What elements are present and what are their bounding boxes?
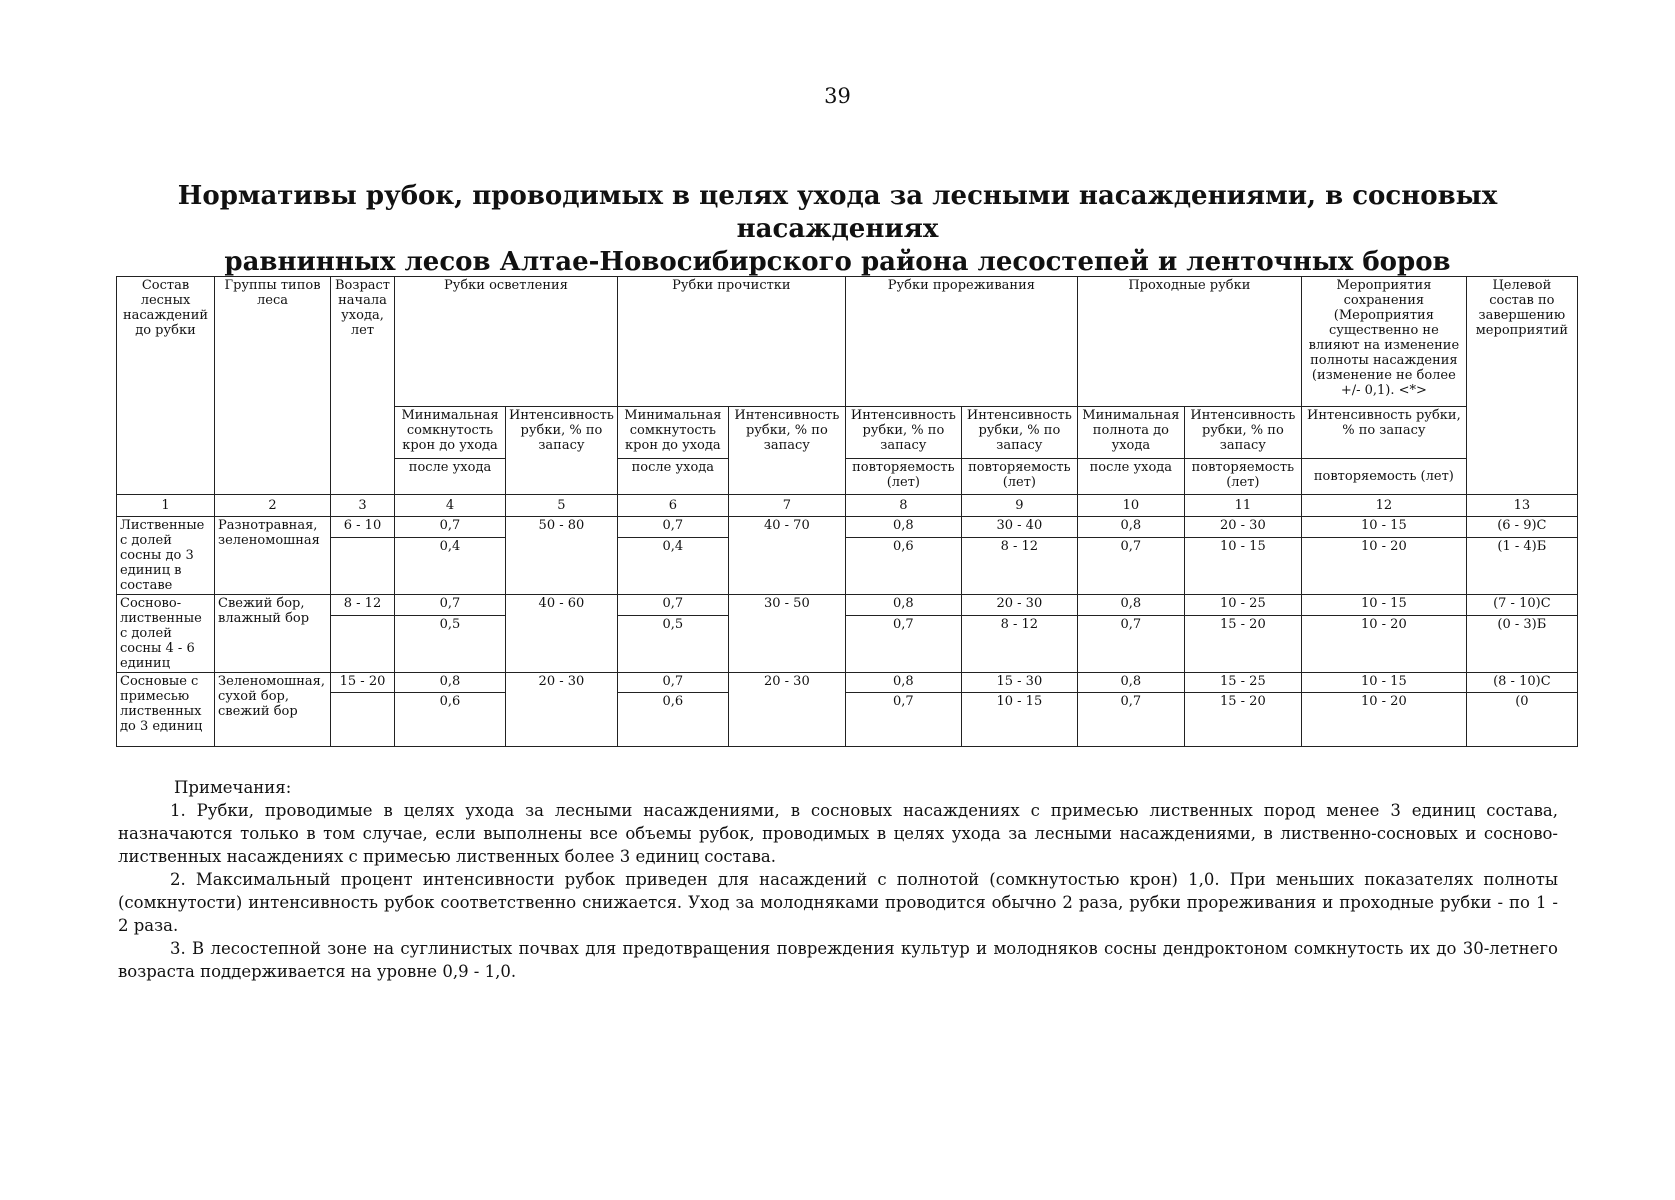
column-number: 5 — [506, 495, 618, 517]
header-min-crown-prochist: Минимальная сомкнутость крон до ухода — [617, 407, 728, 459]
page-title — [150, 180, 1525, 279]
value-cell: 0,5 — [395, 616, 506, 673]
header-composition: Состав лесных насаждений до рубки — [117, 277, 215, 495]
column-number: 9 — [961, 495, 1077, 517]
header-after-care-prochist: после ухода — [617, 459, 728, 495]
value-cell: 10 - 25 — [1184, 595, 1301, 616]
header-min-crown-osvetl: Минимальная сомкнутость крон до ухода — [395, 407, 506, 459]
composition-cell: Сосново-лиственные с долей сосны 4 - 6 единиц — [117, 595, 215, 673]
header-intensity-merop: Интенсивность рубки, % по запасу — [1301, 407, 1466, 459]
value-cell: 20 - 30 — [1184, 517, 1301, 538]
header-after-care-osvetl: после ухода — [395, 459, 506, 495]
value-cell: 10 - 15 — [1184, 537, 1301, 594]
value-cell: 10 - 15 — [1301, 595, 1466, 616]
note-item: 2. Максимальный процент интенсивности рубок приведен для насаждений с полнотой (сомкнутостью крон) 1,0. При меньших показателях полноты (сомкнутости) интенсивность рубок соответственно снижается. Уход за молодняками проводится обычно 2 раза, рубки прореживания и проходные рубки - по 1 - 2 раза. — [118, 870, 1558, 935]
column-number: 1 — [117, 495, 215, 517]
value-cell: 0,7 — [1077, 537, 1184, 594]
header-meropriyatiya: Мероприятия сохранения (Мероприятия существенно не влияют на изменение полноты насаждения (изменение не более +/- 0,1). <*> — [1301, 277, 1466, 407]
value-cell: 0,6 — [395, 693, 506, 747]
target-cell: (8 - 10)С — [1466, 673, 1577, 693]
target-cell: (0 - 3)Б — [1466, 616, 1577, 673]
header-intensity-prorezh-b: Интенсивность рубки, % по запасу — [961, 407, 1077, 459]
value-cell: 0,4 — [395, 537, 506, 594]
table-row — [117, 616, 1578, 673]
header-prochistki: Рубки прочистки — [617, 277, 845, 407]
age-cell-empty — [331, 616, 395, 673]
value-cell: 15 - 20 — [1184, 616, 1301, 673]
value-cell: 0,6 — [617, 693, 728, 747]
column-number: 3 — [331, 495, 395, 517]
column-number: 8 — [845, 495, 961, 517]
value-cell: 0,7 — [1077, 693, 1184, 747]
header-forest-type: Группы типов леса — [215, 277, 331, 495]
composition-cell: Лиственные с долей сосны до 3 единиц в составе — [117, 517, 215, 595]
header-prorezhivaniya: Рубки прореживания — [845, 277, 1077, 407]
column-number: 4 — [395, 495, 506, 517]
value-cell: 0,8 — [845, 517, 961, 538]
target-cell: (1 - 4)Б — [1466, 537, 1577, 594]
forest-type-cell: Зеленомошная, сухой бор, свежий бор — [215, 673, 331, 747]
header-after-care-prohod: после ухода — [1077, 459, 1184, 495]
header-intensity-prohod: Интенсивность рубки, % по запасу — [1184, 407, 1301, 459]
column-number: 2 — [215, 495, 331, 517]
age-cell: 8 - 12 — [331, 595, 395, 616]
age-cell: 6 - 10 — [331, 517, 395, 538]
notes-heading: Примечания: — [174, 778, 292, 797]
note-item: 3. В лесостепной зоне на суглинистых почвах для предотвращения повреждения культур и молодняков сосны дендроктоном сомкнутость их до 30-летнего возраста поддерживается на уровне 0,9 - 1,0. — [118, 939, 1558, 981]
column-number: 12 — [1301, 495, 1466, 517]
value-cell: 0,7 — [845, 616, 961, 673]
forest-type-cell: Свежий бор, влажный бор — [215, 595, 331, 673]
header-prohodnye: Проходные рубки — [1077, 277, 1301, 407]
value-cell: 0,7 — [395, 595, 506, 616]
value-cell: 0,8 — [1077, 595, 1184, 616]
value-cell: 30 - 50 — [728, 595, 845, 673]
value-cell: 0,8 — [1077, 517, 1184, 538]
age-cell: 15 - 20 — [331, 673, 395, 693]
value-cell: 0,7 — [395, 517, 506, 538]
value-cell: 0,6 — [845, 537, 961, 594]
column-number: 7 — [728, 495, 845, 517]
composition-cell: Сосновые с примесью лиственных до 3 единиц — [117, 673, 215, 747]
value-cell: 0,4 — [617, 537, 728, 594]
value-cell: 8 - 12 — [961, 616, 1077, 673]
value-cell: 20 - 30 — [728, 673, 845, 747]
value-cell: 10 - 15 — [1301, 517, 1466, 538]
header-osvetleniya: Рубки осветления — [395, 277, 618, 407]
value-cell: 10 - 20 — [1301, 693, 1466, 747]
page-number: 39 — [824, 84, 851, 108]
value-cell: 0,8 — [845, 673, 961, 693]
value-cell: 8 - 12 — [961, 537, 1077, 594]
header-repeat-prorezh-b: повторяемость (лет) — [961, 459, 1077, 495]
value-cell: 30 - 40 — [961, 517, 1077, 538]
table-row — [117, 595, 1578, 616]
note-item: 1. Рубки, проводимые в целях ухода за лесными насаждениями, в сосновых насаждениях с примесью лиственных пород менее 3 единиц состава, назначаются только в том случае, если выполнены все объемы рубок, проводимых в целях ухода за лесными насаждениями, в лиственно-сосновых и сосново-лиственных насаждениях с примесью лиственных более 3 единиц состава. — [118, 801, 1558, 866]
value-cell: 0,7 — [617, 517, 728, 538]
value-cell: 10 - 15 — [961, 693, 1077, 747]
header-min-density: Минимальная полнота до ухода — [1077, 407, 1184, 459]
header-repeat-prohod: повторяемость (лет) — [1184, 459, 1301, 495]
value-cell: 0,8 — [845, 595, 961, 616]
title-line-1: Нормативы рубок, проводимых в целях ухода за лесными насаждениями, в сосновых насаждениях — [177, 181, 1498, 244]
value-cell: 40 - 70 — [728, 517, 845, 595]
title-line-2: равнинных лесов Алтае-Новосибирского района лесостепей и ленточных боров — [224, 247, 1451, 277]
norms-table — [116, 276, 1578, 747]
value-cell: 0,7 — [617, 673, 728, 693]
header-repeat-prorezh-a: повторяемость (лет) — [845, 459, 961, 495]
value-cell: 10 - 15 — [1301, 673, 1466, 693]
value-cell: 50 - 80 — [506, 517, 618, 595]
header-intensity-prochist: Интенсивность рубки, % по запасу — [728, 407, 845, 495]
table-row — [117, 517, 1578, 538]
header-target-composition: Целевой состав по завершению мероприятий — [1466, 277, 1577, 495]
value-cell: 10 - 20 — [1301, 616, 1466, 673]
header-age: Возраст начала ухода, лет — [331, 277, 395, 495]
value-cell: 40 - 60 — [506, 595, 618, 673]
value-cell: 15 - 20 — [1184, 693, 1301, 747]
age-cell-empty — [331, 537, 395, 594]
header-intensity-prorezh-a: Интенсивность рубки, % по запасу — [845, 407, 961, 459]
value-cell: 0,5 — [617, 616, 728, 673]
value-cell: 0,8 — [395, 673, 506, 693]
table-row — [117, 537, 1578, 594]
header-intensity-osvetl: Интенсивность рубки, % по запасу — [506, 407, 618, 495]
column-number: 6 — [617, 495, 728, 517]
value-cell: 0,7 — [845, 693, 961, 747]
value-cell: 0,7 — [617, 595, 728, 616]
value-cell: 0,8 — [1077, 673, 1184, 693]
forest-type-cell: Разнотравная, зеленомошная — [215, 517, 331, 595]
header-repeat-merop: повторяемость (лет) — [1301, 459, 1466, 495]
column-number: 13 — [1466, 495, 1577, 517]
value-cell: 15 - 25 — [1184, 673, 1301, 693]
column-number: 10 — [1077, 495, 1184, 517]
value-cell: 20 - 30 — [506, 673, 618, 747]
target-cell: (7 - 10)С — [1466, 595, 1577, 616]
notes-section — [118, 776, 1558, 983]
value-cell: 10 - 20 — [1301, 537, 1466, 594]
table-row — [117, 693, 1578, 747]
target-cell: (6 - 9)С — [1466, 517, 1577, 538]
column-number: 11 — [1184, 495, 1301, 517]
value-cell: 20 - 30 — [961, 595, 1077, 616]
table-row — [117, 673, 1578, 693]
age-cell-empty — [331, 693, 395, 747]
value-cell: 0,7 — [1077, 616, 1184, 673]
target-cell: (0 — [1466, 693, 1577, 747]
value-cell: 15 - 30 — [961, 673, 1077, 693]
